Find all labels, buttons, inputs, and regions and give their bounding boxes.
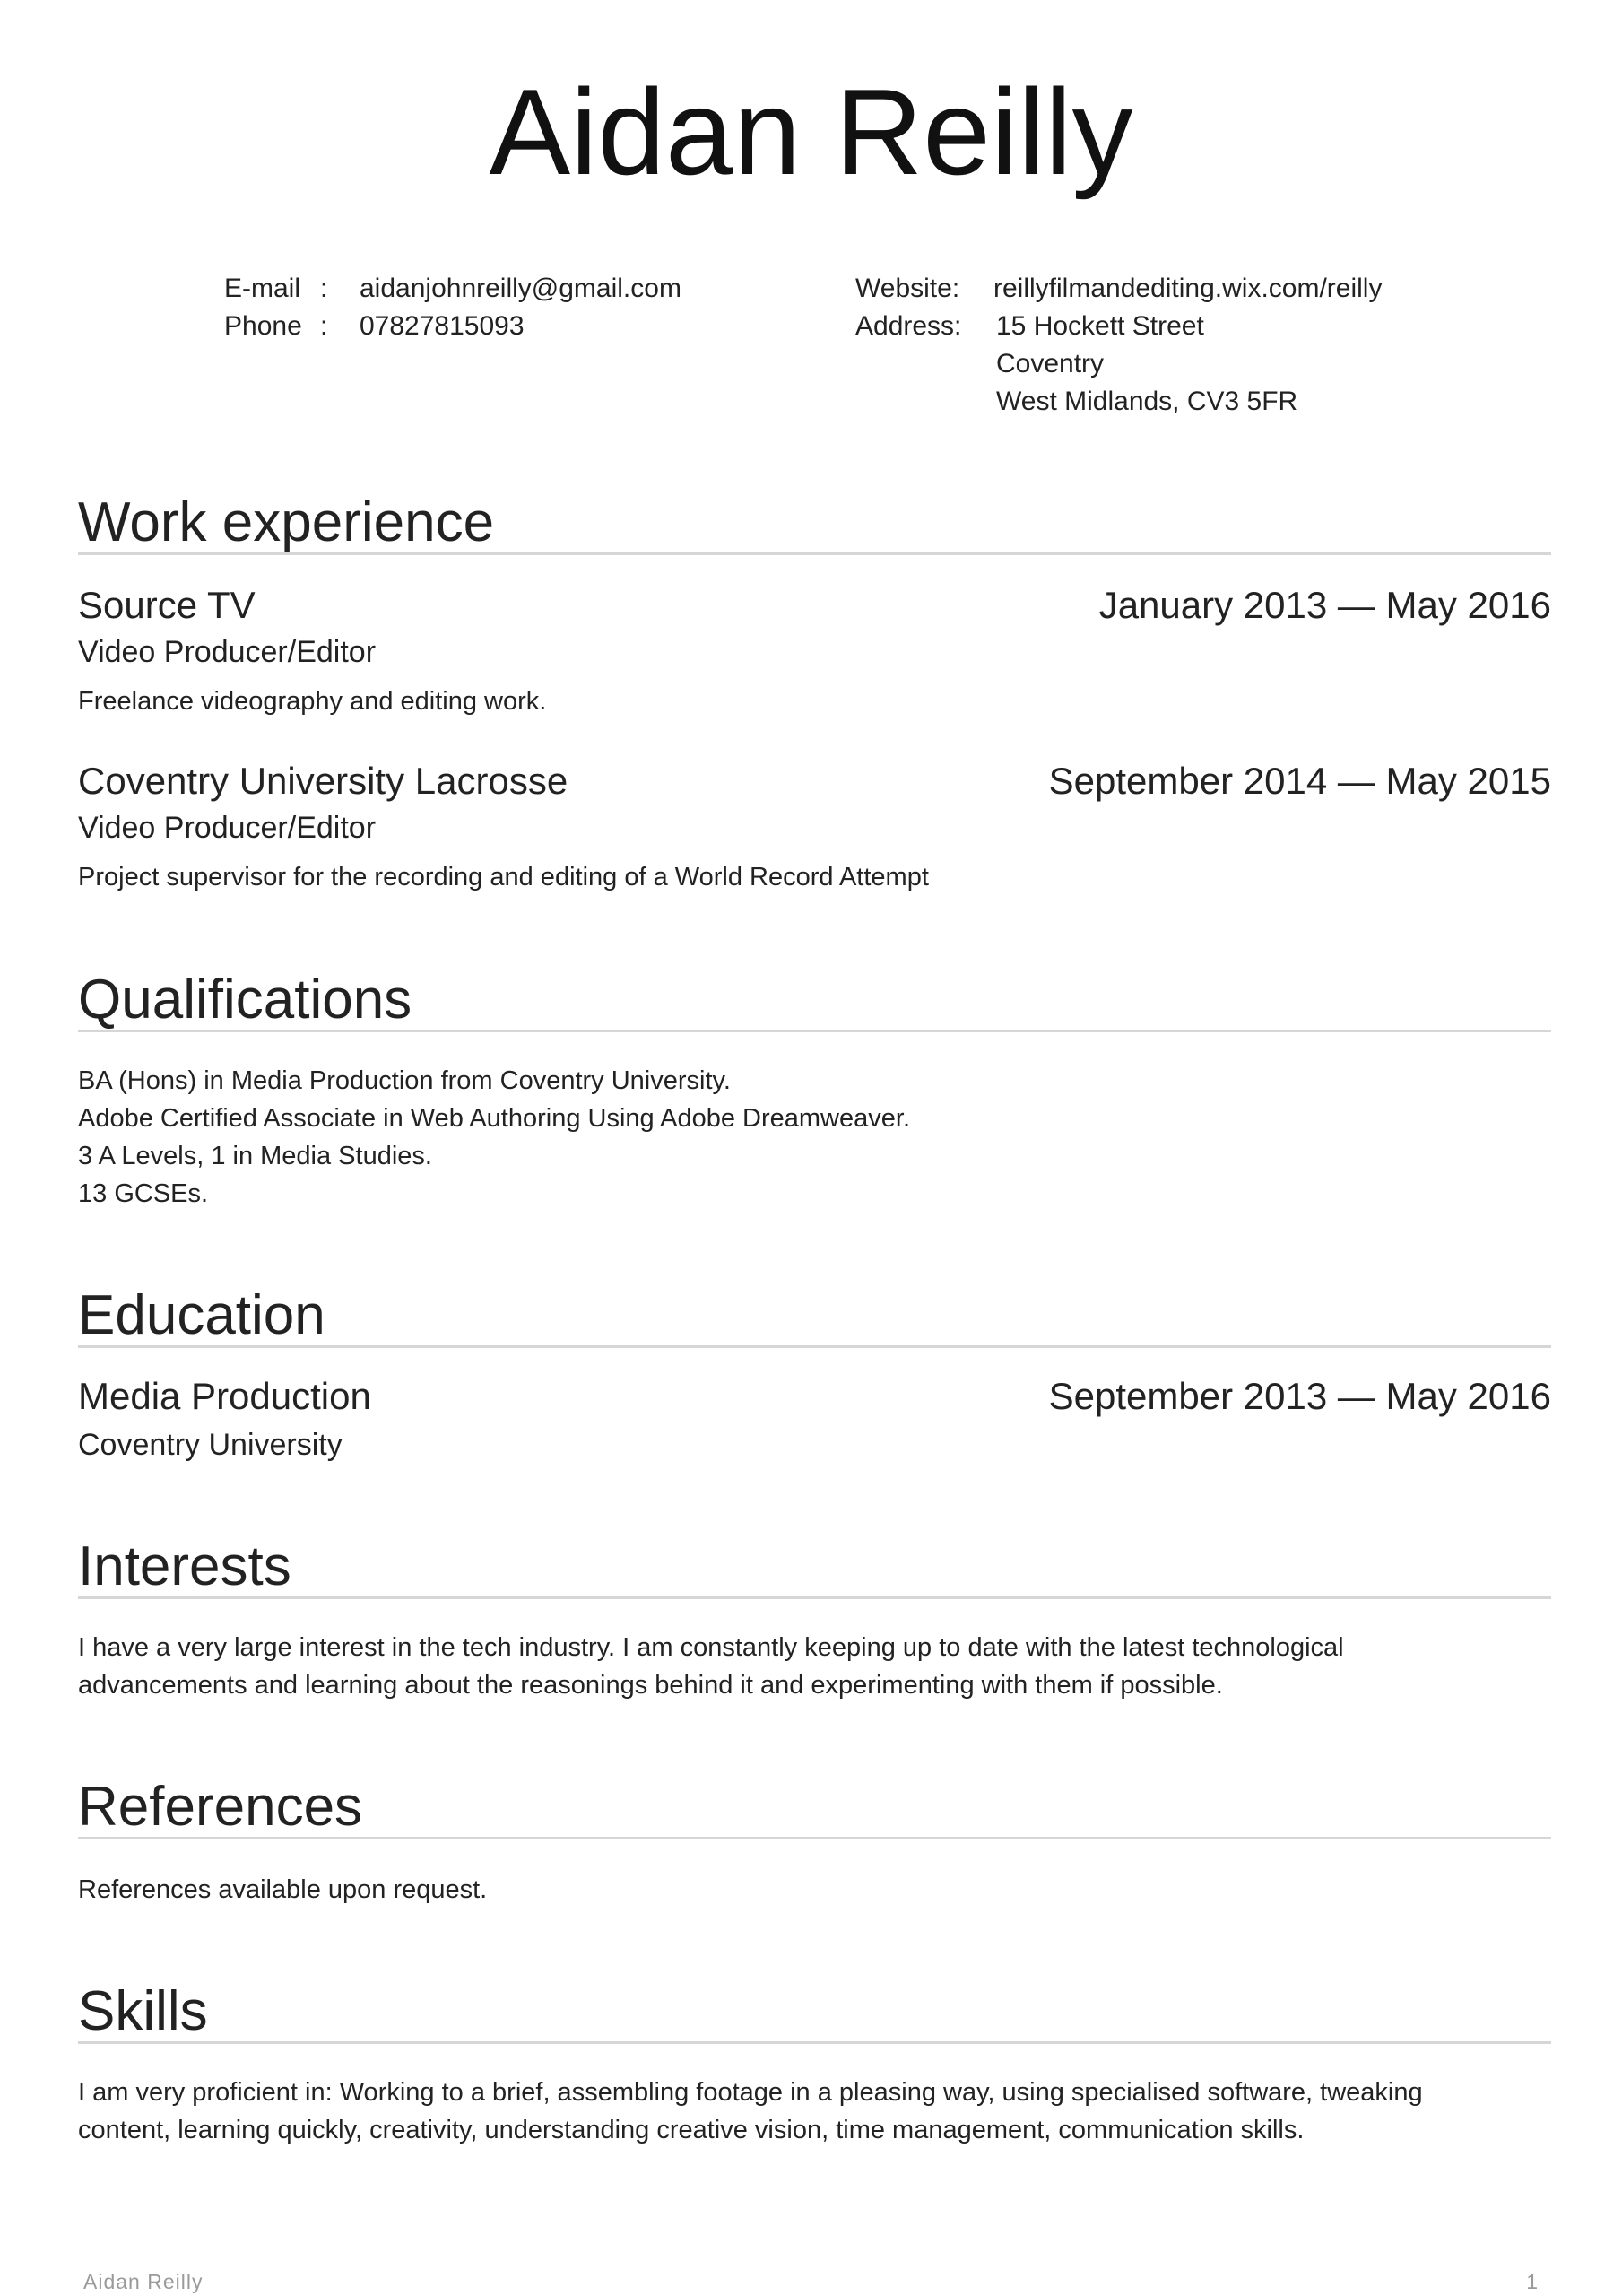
section-title: Qualifications <box>78 969 412 1031</box>
work-dates: January 2013 — May 2016 <box>1098 584 1551 626</box>
qualification-item: 3 A Levels, 1 in Media Studies. <box>78 1142 432 1170</box>
email-value: aidanjohnreilly@gmail.com <box>360 274 681 303</box>
interests-text-line: advancements and learning about the reasonings behind it and experimenting with them if possible. <box>78 1671 1223 1700</box>
section-title: Work experience <box>78 491 495 553</box>
section-divider <box>78 552 1551 555</box>
website-value: reillyfilmandediting.wix.com/reilly <box>993 274 1383 303</box>
address-line: 15 Hockett Street <box>996 311 1204 341</box>
address-line: West Midlands, CV3 5FR <box>996 387 1298 416</box>
section-divider <box>78 1596 1551 1599</box>
education-institution: Coventry University <box>78 1428 343 1462</box>
email-separator: : <box>320 274 328 303</box>
phone-value: 07827815093 <box>360 311 525 341</box>
work-dates: September 2014 — May 2015 <box>1048 760 1551 802</box>
references-text: References available upon request. <box>78 1875 488 1904</box>
section-title: Education <box>78 1284 325 1346</box>
phone-separator: : <box>320 311 328 341</box>
skills-text-line: content, learning quickly, creativity, understanding creative vision, time management, communication skills. <box>78 2116 1305 2144</box>
section-title: Skills <box>78 1980 208 2042</box>
interests-text-line: I have a very large interest in the tech industry. I am constantly keeping up to date with the latest technological <box>78 1633 1344 1662</box>
work-organization: Source TV <box>78 584 256 626</box>
education-dates: September 2013 — May 2016 <box>1048 1375 1551 1417</box>
section-divider <box>78 1030 1551 1032</box>
section-divider <box>78 1837 1551 1839</box>
skills-text-line: I am very proficient in: Working to a brief, assembling footage in a pleasing way, using specialised software, tweaking <box>78 2078 1423 2107</box>
resume-name: Aidan Reilly <box>489 64 1133 200</box>
section-title: References <box>78 1776 363 1838</box>
work-role: Video Producer/Editor <box>78 811 377 845</box>
footer-name: Aidan Reilly <box>83 2270 204 2293</box>
qualification-item: 13 GCSEs. <box>78 1179 209 1208</box>
phone-label: Phone <box>224 311 302 341</box>
page-number: 1 <box>1526 2270 1539 2293</box>
work-description: Freelance videography and editing work. <box>78 687 547 716</box>
qualification-item: BA (Hons) in Media Production from Coventry University. <box>78 1066 731 1095</box>
work-description: Project supervisor for the recording and editing of a World Record Attempt <box>78 863 929 891</box>
address-line: Coventry <box>996 349 1105 378</box>
email-label: E-mail <box>224 274 301 303</box>
website-label: Website: <box>855 274 960 303</box>
qualification-item: Adobe Certified Associate in Web Authoring Using Adobe Dreamweaver. <box>78 1104 910 1133</box>
work-organization: Coventry University Lacrosse <box>78 760 568 802</box>
work-role: Video Producer/Editor <box>78 635 377 669</box>
section-title: Interests <box>78 1535 291 1597</box>
address-label: Address: <box>855 311 962 341</box>
education-course: Media Production <box>78 1375 371 1417</box>
section-divider <box>78 1345 1551 1348</box>
section-divider <box>78 2041 1551 2044</box>
